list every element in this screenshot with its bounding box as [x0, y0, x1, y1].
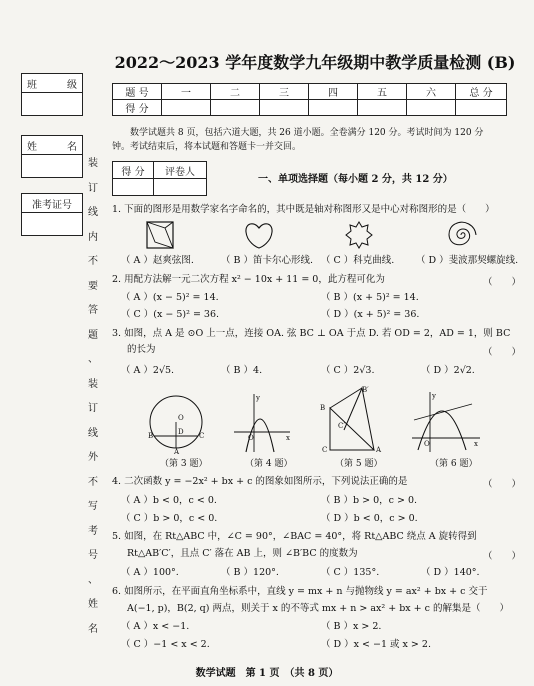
caption-q3: （第 3 题） [160, 459, 208, 469]
class-box [21, 73, 83, 116]
binding-line-text [86, 158, 100, 648]
q3-option-d[interactable]: （ D ）2√2. [421, 365, 475, 376]
score-cell[interactable] [260, 100, 309, 116]
q1-figure-c-koch [344, 220, 374, 250]
ticket-label: 准考证号 [32, 199, 72, 211]
q6-stem-1: 6. 如图所示，在平面直角坐标系中，直线 y = mx + n 与抛物线 y = ax² + bx + c 交于 [112, 586, 488, 597]
ticket-input-area[interactable] [22, 213, 82, 235]
score-table-score-row [113, 100, 507, 116]
svg-text:B: B [148, 432, 154, 440]
figure-q3-circle [148, 392, 204, 454]
svg-text:y: y [256, 394, 260, 402]
class-label-b: 级 [67, 79, 77, 91]
q3-option-c[interactable]: （ C ）2√3. [321, 365, 375, 376]
score-table [112, 83, 507, 116]
binding-char: 装 [88, 378, 98, 390]
binding-char: 考 [88, 525, 98, 537]
score-cell[interactable] [358, 100, 407, 116]
q1-figure-d-spiral [444, 220, 478, 250]
grader-name-cell[interactable] [154, 179, 207, 196]
svg-text:B′: B′ [362, 386, 369, 394]
q5-answer-paren[interactable]: （ ） [483, 551, 522, 562]
exam-info-line-1: 数学试题共 8 页，包括六道大题，共 26 道小题。全卷满分 120 分。考试时间为 120 分 [130, 128, 484, 138]
q5-option-b[interactable]: （ B ）120°. [221, 567, 279, 578]
svg-text:x: x [474, 440, 478, 448]
binding-char: 外 [88, 452, 98, 463]
q4-answer-paren[interactable]: （ ） [483, 479, 522, 490]
q4-option-c[interactable]: （ C ）b > 0，c < 0. [121, 513, 218, 524]
caption-q5: （第 5 题） [335, 459, 383, 469]
binding-char: 、 [88, 354, 98, 365]
svg-text:O: O [424, 440, 430, 448]
score-cell[interactable] [456, 100, 507, 116]
svg-text:A: A [174, 448, 180, 454]
name-label-b: 名 [67, 141, 77, 153]
binding-char: 要 [88, 280, 98, 292]
class-input-area[interactable] [22, 93, 82, 115]
q3-answer-paren[interactable]: （ ） [483, 347, 522, 358]
binding-char: 名 [88, 623, 98, 635]
svg-text:A: A [376, 446, 382, 454]
grader-score-label: 得 分 [113, 162, 154, 179]
svg-text:O: O [248, 434, 254, 442]
class-label-a: 班 [27, 79, 37, 91]
binding-char: 题 [88, 329, 98, 341]
ticket-box [21, 193, 83, 236]
svg-text:C: C [199, 432, 204, 440]
figure-q4-parabola [232, 392, 292, 454]
binding-char: 装 [88, 158, 98, 169]
binding-char: 答 [88, 305, 98, 316]
name-label-a: 姓 [27, 141, 37, 153]
binding-char: 、 [88, 574, 98, 586]
q3-stem-1: 3. 如图，点 A 是 ⊙O 上一点，连接 OA. 弦 BC ⊥ OA 于点 D. 若 OD = 2，AD = 1，则 BC [112, 328, 511, 339]
q5-stem-1: 5. 如图，在 Rt△ABC 中，∠C = 90°，∠BAC = 40°，将 Rt△ABC 绕点 A 旋转得到 [112, 531, 477, 542]
score-header-cell: 六 [407, 84, 456, 100]
score-header-cell: 四 [309, 84, 358, 100]
score-header-cell: 三 [260, 84, 309, 100]
q1-figure-a-zhaoshuang [145, 220, 175, 250]
q6-option-a[interactable]: （ A ）x < −1. [121, 621, 190, 632]
q2-option-a[interactable]: （ A ）(x − 5)² = 14. [121, 292, 219, 303]
q5-option-c[interactable]: （ C ）135°. [321, 567, 380, 578]
score-cell[interactable] [309, 100, 358, 116]
name-box [21, 135, 83, 178]
binding-char: 订 [88, 182, 98, 194]
q1-stem: 1. 下面的图形是用数学家名字命名的，其中既是轴对称图形又是中心对称图形的是（ ） [112, 204, 495, 215]
score-header-cell: 二 [211, 84, 260, 100]
page-title: 2022～2023 学年度数学九年级期中教学质量检测 (B) [114, 53, 516, 72]
score-cell[interactable] [407, 100, 456, 116]
q3-option-a[interactable]: （ A ）2√5. [121, 365, 175, 376]
binding-char: 不 [88, 476, 98, 488]
q1-figure-b-cardioid [244, 220, 274, 250]
svg-text:x: x [286, 434, 290, 442]
caption-q6: （第 6 题） [430, 459, 478, 469]
name-input-area[interactable] [22, 155, 82, 177]
score-header-cell: 题 号 [113, 84, 162, 100]
grader-label: 评卷人 [154, 162, 207, 179]
score-header-cell: 五 [358, 84, 407, 100]
svg-text:B: B [320, 404, 326, 412]
grader-table [112, 161, 207, 196]
score-cell[interactable] [211, 100, 260, 116]
svg-text:C′: C′ [338, 422, 345, 430]
figure-q6-graph [410, 390, 482, 454]
svg-text:y: y [432, 392, 436, 400]
svg-text:D: D [178, 428, 184, 436]
binding-char: 姓 [88, 599, 98, 610]
q2-option-b[interactable]: （ B ）(x + 5)² = 14. [321, 292, 419, 303]
q4-option-a[interactable]: （ A ）b < 0，c < 0. [121, 495, 217, 506]
page-footer: 数学试题 第 1 页 （共 8 页） [195, 668, 339, 679]
binding-char: 写 [88, 501, 98, 512]
binding-char: 线 [88, 207, 98, 218]
q2-answer-paren[interactable]: （ ） [483, 277, 522, 288]
score-row-label: 得 分 [113, 100, 162, 116]
q1-option-d[interactable]: （ D ）斐波那契螺旋线. [416, 255, 519, 266]
figure-q5-triangle [318, 386, 388, 454]
svg-text:O: O [178, 414, 184, 422]
q3-option-b[interactable]: （ B ）4. [221, 365, 263, 376]
score-header-cell: 一 [162, 84, 211, 100]
q6-option-c[interactable]: （ C ）−1 < x < 2. [121, 639, 210, 650]
q2-stem: 2. 用配方法解一元二次方程 x² − 10x + 11 = 0，此方程可化为 [112, 274, 385, 285]
binding-char: 号 [88, 550, 98, 561]
q4-stem: 4. 二次函数 y = −2x² + bx + c 的图象如图所示，下列说法正确的是 [112, 476, 408, 487]
q6-stem-2: A(−1, p)，B(2, q) 两点，则关于 x 的不等式 mx + n > ax² + bx + c 的解集是（ ） [127, 603, 509, 614]
binding-char: 线 [88, 427, 98, 439]
exam-info [112, 126, 520, 154]
q2-option-c[interactable]: （ C ）(x − 5)² = 36. [121, 309, 220, 320]
q1-option-c[interactable]: （ C ）科克曲线. [321, 255, 395, 266]
section-1-title: 一、单项选择题（每小题 2 分，共 12 分） [258, 174, 453, 185]
q1-option-a[interactable]: （ A ）赵爽弦图. [121, 255, 194, 266]
binding-char: 不 [88, 256, 98, 267]
grader-score-cell[interactable] [113, 179, 154, 196]
q5-option-d[interactable]: （ D ）140°. [421, 567, 480, 578]
q5-stem-2: Rt△AB′C′，且点 C′ 落在 AB 上，则 ∠B′BC 的度数为 [127, 548, 358, 559]
q2-option-d[interactable]: （ D ）(x + 5)² = 36. [321, 309, 420, 320]
q6-option-b[interactable]: （ B ）x > 2. [321, 621, 382, 632]
binding-char: 内 [88, 231, 98, 243]
q3-stem-2: 的长为 [127, 344, 156, 355]
score-table-header-row [113, 84, 507, 100]
score-cell[interactable] [162, 100, 211, 116]
binding-char: 订 [88, 403, 98, 414]
caption-q4: （第 4 题） [245, 459, 293, 469]
exam-info-line-2: 钟。考试结束后，将本试题和答题卡一并交回。 [112, 142, 302, 152]
svg-text:C: C [322, 446, 328, 454]
q6-option-d[interactable]: （ D ）x < −1 或 x > 2. [321, 639, 431, 650]
q4-option-b[interactable]: （ B ）b > 0，c > 0. [321, 495, 418, 506]
score-header-cell: 总 分 [456, 84, 507, 100]
q4-option-d[interactable]: （ D ）b < 0，c > 0. [321, 513, 418, 524]
q5-option-a[interactable]: （ A ）100°. [121, 567, 179, 578]
q1-option-b[interactable]: （ B ）笛卡尔心形线. [221, 255, 314, 266]
